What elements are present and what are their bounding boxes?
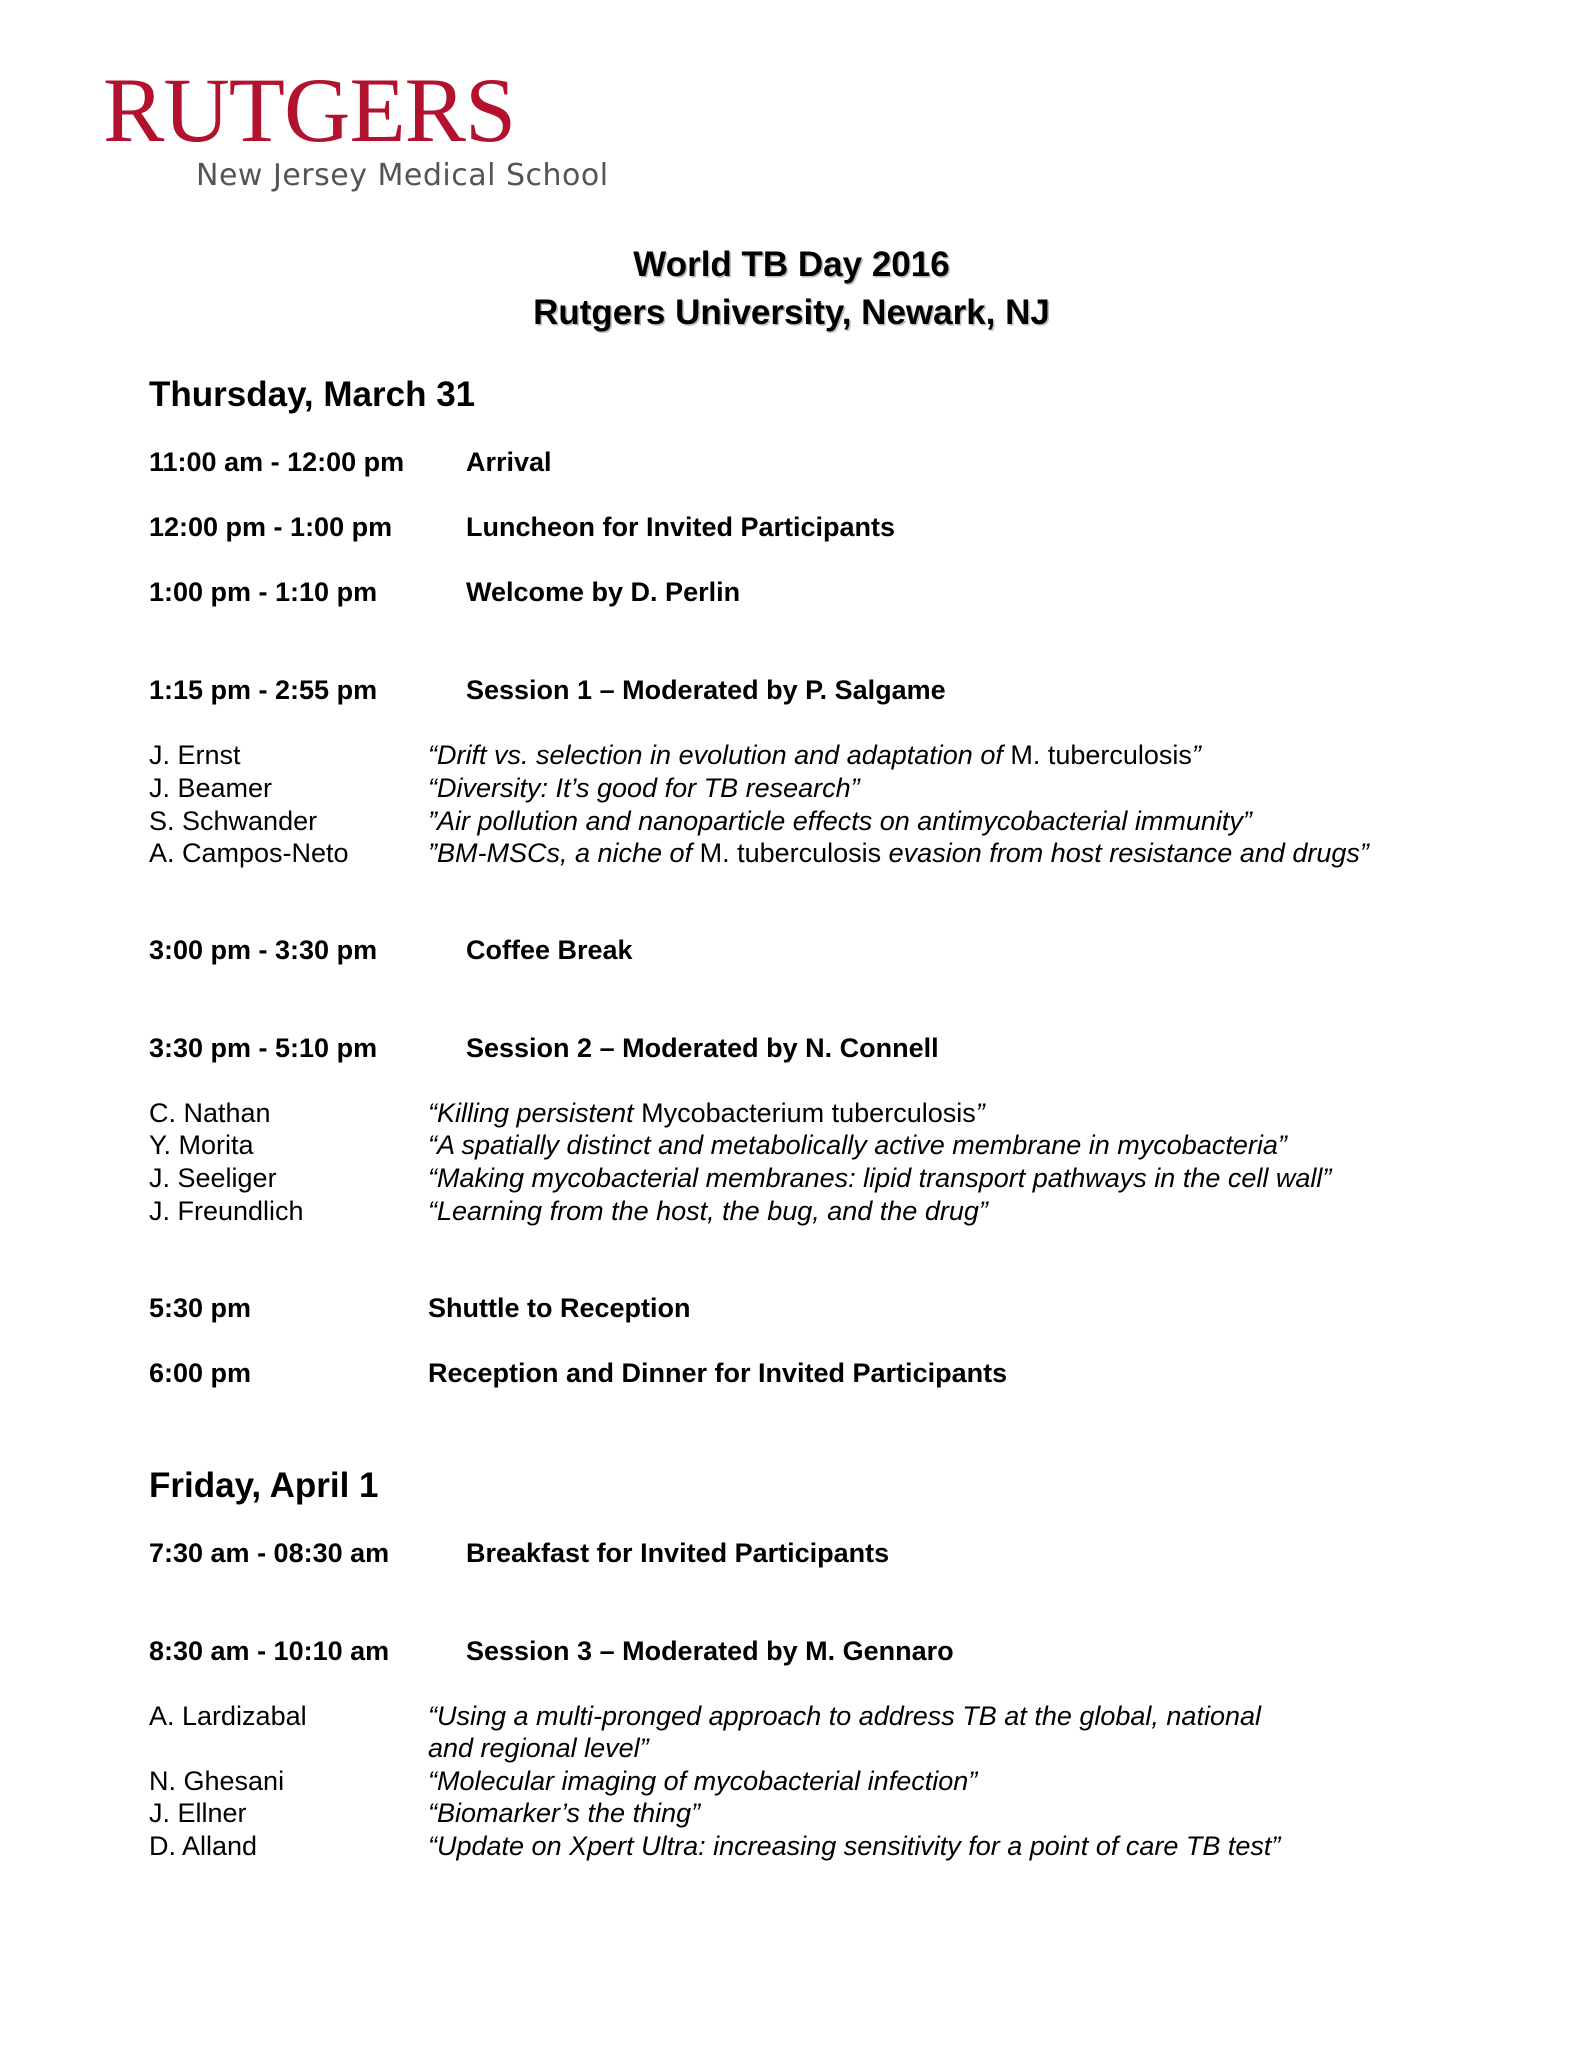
talk-title: “Biomarker’s the thing” bbox=[428, 1798, 701, 1828]
session-heading: Session 3 – Moderated by M. Gennaro bbox=[466, 1636, 954, 1666]
schedule-event: Welcome by D. Perlin bbox=[466, 577, 741, 607]
talk-title: “Using a multi-pronged approach to address TB at the global, national bbox=[428, 1701, 1261, 1731]
day-heading: Thursday, March 31 bbox=[149, 375, 476, 414]
talk-title: “Killing persistent Mycobacterium tuberculosis” bbox=[428, 1098, 985, 1128]
speaker-name: J. Ernst bbox=[149, 740, 241, 770]
schedule-time: 1:00 pm - 1:10 pm bbox=[149, 577, 378, 607]
schedule-event: Coffee Break bbox=[466, 935, 633, 965]
speaker-name: S. Schwander bbox=[149, 806, 318, 836]
schedule-time: 1:15 pm - 2:55 pm bbox=[149, 675, 378, 705]
schedule-time: 7:30 am - 08:30 am bbox=[149, 1538, 390, 1568]
talk-title: “Drift vs. selection in evolution and adaptation of M. tuberculosis” bbox=[428, 740, 1201, 770]
talk-title: “Update on Xpert Ultra: increasing sensitivity for a point of care TB test” bbox=[428, 1831, 1281, 1861]
speaker-name: J. Seeliger bbox=[149, 1163, 277, 1193]
talk-title: “Making mycobacterial membranes: lipid transport pathways in the cell wall” bbox=[428, 1163, 1332, 1193]
speaker-name: A. Campos-Neto bbox=[149, 838, 349, 868]
speaker-name: J. Ellner bbox=[149, 1798, 247, 1828]
speaker-name: N. Ghesani bbox=[149, 1766, 285, 1796]
schedule-event: Breakfast for Invited Participants bbox=[466, 1538, 890, 1568]
schedule-time: 12:00 pm - 1:00 pm bbox=[149, 512, 393, 542]
speaker-name: A. Lardizabal bbox=[149, 1701, 307, 1731]
rutgers-logo: RUTGERS bbox=[103, 59, 516, 161]
talk-title: ”Air pollution and nanoparticle effects on antimycobacterial immunity” bbox=[428, 806, 1252, 836]
talk-title: ”BM-MSCs, a niche of M. tuberculosis evasion from host resistance and drugs” bbox=[428, 838, 1369, 868]
schedule-event: Luncheon for Invited Participants bbox=[466, 512, 896, 542]
schedule-event: Shuttle to Reception bbox=[428, 1293, 691, 1323]
talk-title: “Diversity: It’s good for TB research” bbox=[428, 773, 860, 803]
document-subtitle: Rutgers University, Newark, NJ bbox=[533, 293, 1050, 332]
speaker-name: Y. Morita bbox=[149, 1130, 254, 1160]
schedule-time: 3:30 pm - 5:10 pm bbox=[149, 1033, 378, 1063]
session-heading: Session 2 – Moderated by N. Connell bbox=[466, 1033, 939, 1063]
schedule-event: Arrival bbox=[466, 447, 552, 477]
schedule-time: 11:00 am - 12:00 pm bbox=[149, 447, 405, 477]
speaker-name: J. Beamer bbox=[149, 773, 273, 803]
schedule-event: Reception and Dinner for Invited Participants bbox=[428, 1358, 1008, 1388]
talk-title: “A spatially distinct and metabolically active membrane in mycobacteria” bbox=[428, 1130, 1287, 1160]
schedule-time: 8:30 am - 10:10 am bbox=[149, 1636, 390, 1666]
document-title: World TB Day 2016 bbox=[633, 245, 950, 284]
speaker-name: D. Alland bbox=[149, 1831, 258, 1861]
schedule-time: 3:00 pm - 3:30 pm bbox=[149, 935, 378, 965]
talk-title: “Learning from the host, the bug, and the drug” bbox=[428, 1196, 988, 1226]
day-heading: Friday, April 1 bbox=[149, 1466, 379, 1505]
logo-subtitle: New Jersey Medical School bbox=[196, 158, 609, 193]
talk-title-continued: and regional level” bbox=[428, 1733, 649, 1763]
speaker-name: C. Nathan bbox=[149, 1098, 271, 1128]
session-heading: Session 1 – Moderated by P. Salgame bbox=[466, 675, 946, 705]
talk-title: “Molecular imaging of mycobacterial infection” bbox=[428, 1766, 978, 1796]
speaker-name: J. Freundlich bbox=[149, 1196, 304, 1226]
schedule-time: 5:30 pm bbox=[149, 1293, 252, 1323]
schedule-time: 6:00 pm bbox=[149, 1358, 252, 1388]
